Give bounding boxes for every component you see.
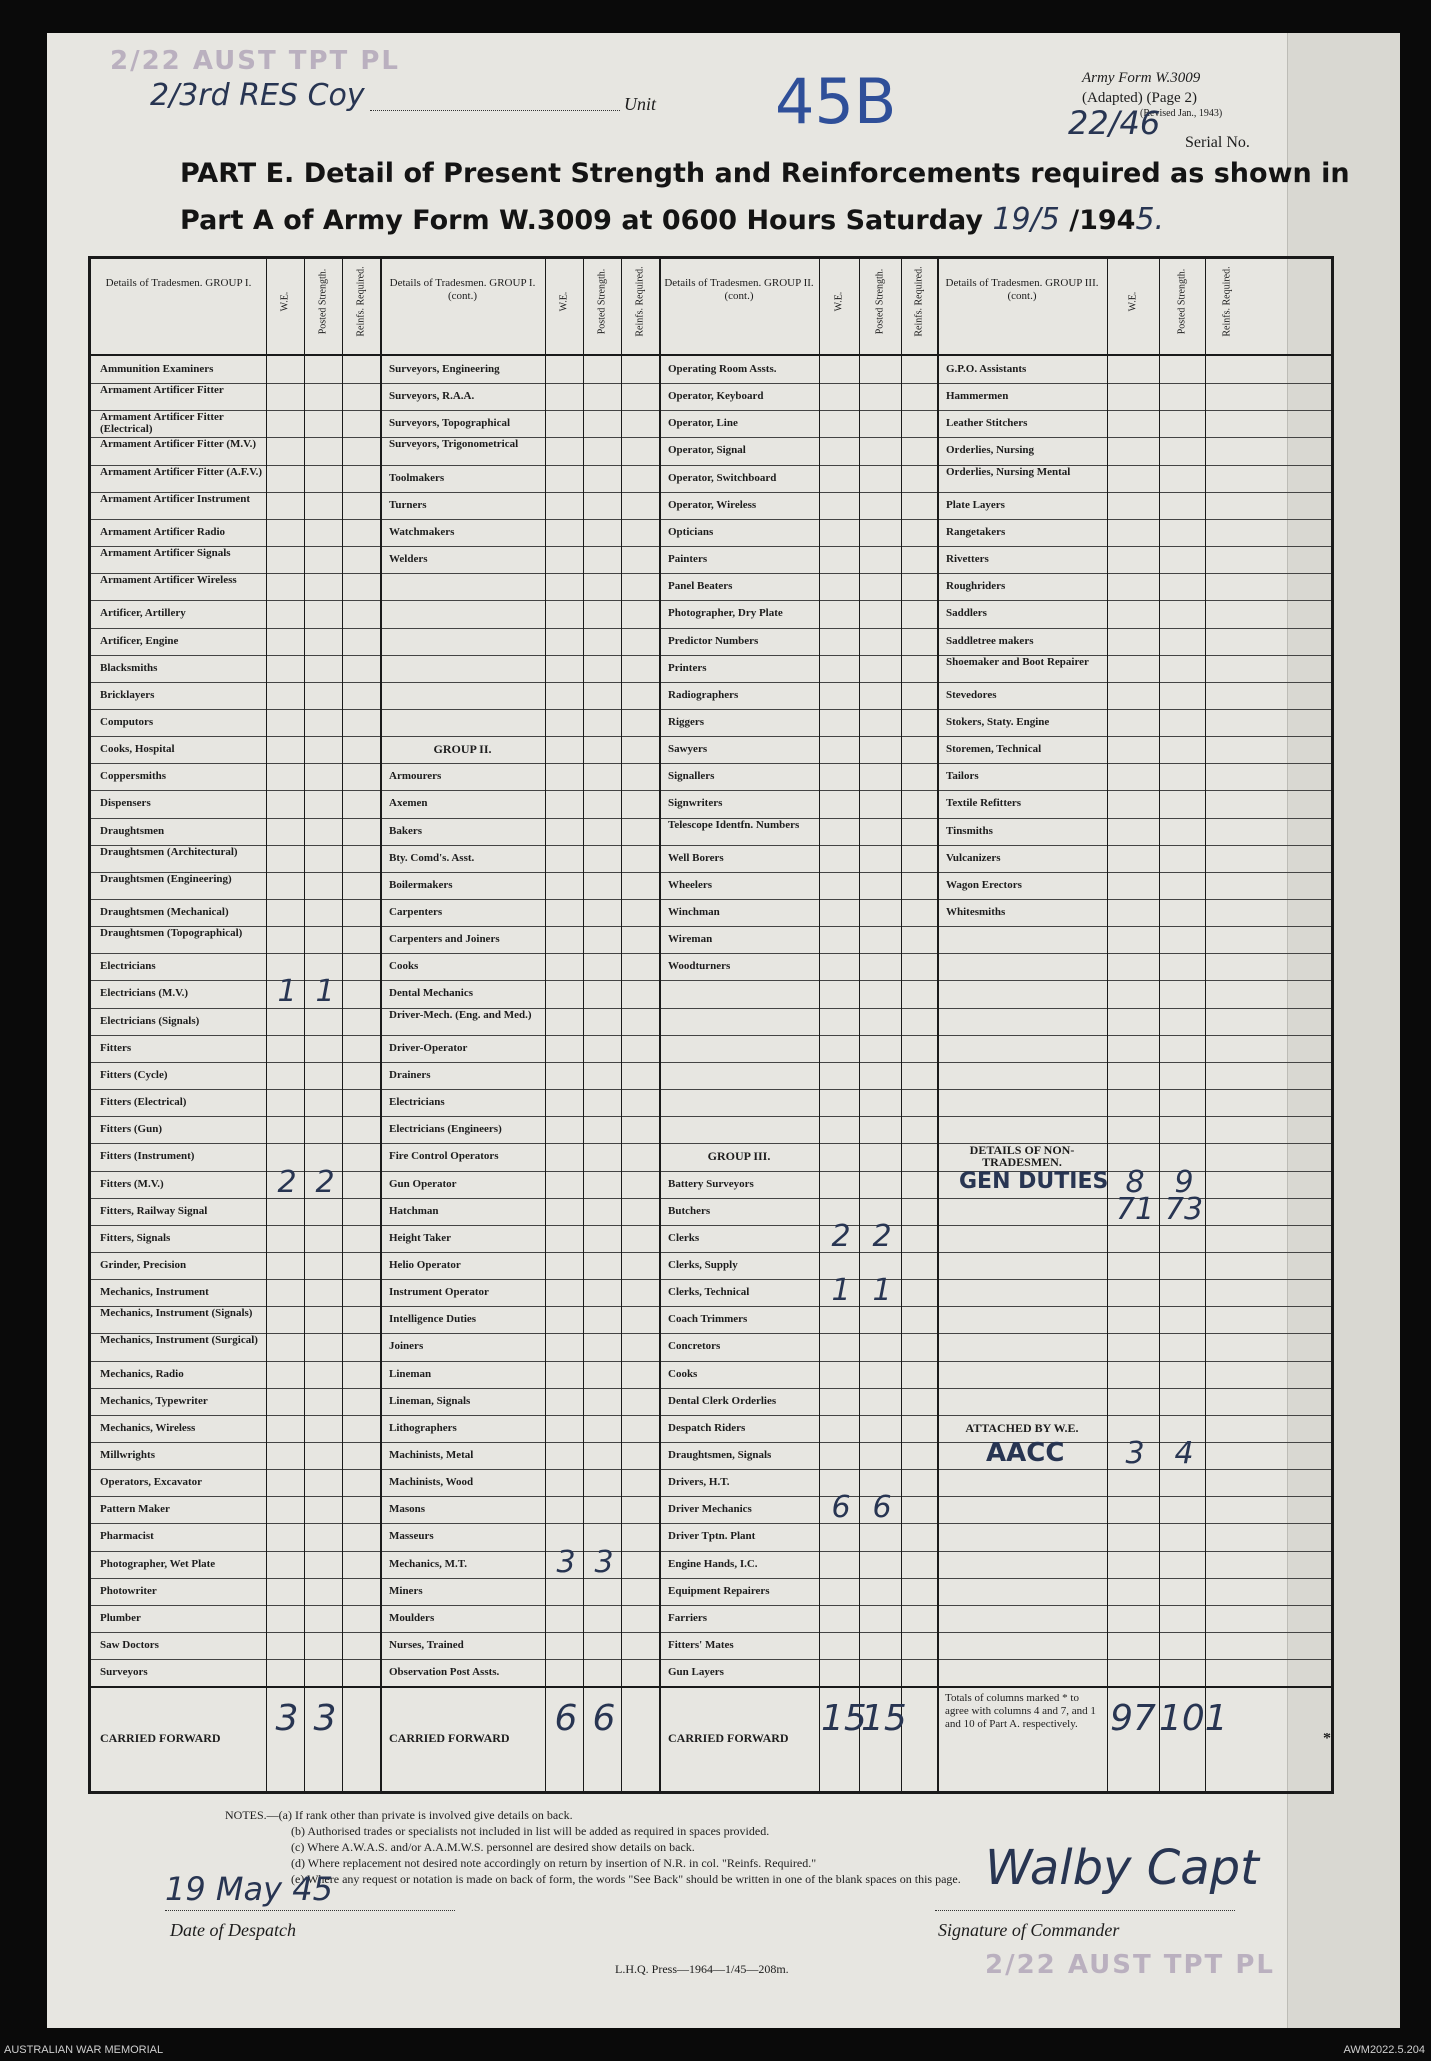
trade-row-label: Operators, Excavator — [100, 1476, 203, 1489]
totals-asterisk: * — [1323, 1732, 1331, 1745]
column-divider — [304, 259, 305, 1791]
year-prefix: /194 — [1069, 205, 1136, 236]
carried-forward-label: CARRIED FORWARD — [100, 1731, 221, 1744]
trade-row-label: Draughtsmen — [100, 824, 165, 837]
trade-row-label: Fitters' Mates — [668, 1639, 734, 1652]
archive-id: AWM2022.5.204 — [1343, 2044, 1425, 2056]
trade-row-label: Nurses, Trained — [389, 1639, 464, 1652]
trade-row-label: DETAILS OF NON-TRADESMEN. — [969, 1144, 1075, 1169]
serial-label: Serial No. — [1185, 134, 1250, 151]
carried-forward-value: 15 — [861, 1698, 907, 1740]
trade-row-label: Fitters, Signals — [100, 1231, 171, 1244]
trade-row-label: Draughtsmen (Architectural) — [100, 845, 238, 858]
trade-row-label: Drivers, H.T. — [668, 1476, 730, 1489]
trade-row-label: Armament Artificer Signals — [100, 547, 231, 560]
trade-row-label: Fitters, Railway Signal — [100, 1204, 208, 1217]
trade-row-label: Saddletree makers — [946, 634, 1034, 647]
trade-row-label: Fitters (Gun) — [100, 1123, 163, 1136]
header-posted: Posted Strength. — [317, 268, 329, 335]
trade-row-label: Sawyers — [668, 743, 708, 756]
trade-row-label: Bty. Comd's. Asst. — [389, 851, 475, 864]
carried-forward-divider — [91, 1686, 1331, 1688]
trade-row-label: Whitesmiths — [946, 906, 1006, 918]
trade-row-label: Armament Artificer Fitter (A.F.V.) — [100, 465, 263, 478]
row-line — [91, 1551, 1331, 1552]
trade-row-label: GROUP II. — [433, 743, 492, 756]
trade-row-label: Watchmakers — [389, 525, 455, 538]
column-divider — [1107, 259, 1108, 1791]
trade-row-label: Driver-Operator — [389, 1041, 468, 1054]
trade-row-label: Radiographers — [668, 688, 739, 701]
row-line — [91, 790, 1331, 791]
trade-row-label: Vulcanizers — [946, 851, 1001, 864]
row-line — [91, 600, 1331, 601]
trade-row-label: Draughtsmen (Engineering) — [100, 872, 232, 885]
handwritten-count: 1 — [831, 1273, 851, 1309]
row-line — [91, 1333, 1331, 1334]
trade-row-label: Operator, Keyboard — [668, 390, 764, 403]
row-line — [91, 1089, 1331, 1090]
trade-row-label: Surveyors, R.A.A. — [389, 390, 475, 403]
trade-row-label: Miners — [389, 1584, 423, 1597]
trade-row-label: Draughtsmen (Topographical) — [100, 927, 243, 940]
carried-forward-value: 3 — [313, 1698, 337, 1740]
trade-row-label: Operating Room Assts. — [668, 363, 777, 375]
block-divider — [937, 259, 939, 1791]
carried-forward-value: 6 — [592, 1698, 616, 1740]
trade-row-label: Driver-Mech. (Eng. and Med.) — [389, 1008, 532, 1021]
row-line — [91, 682, 1331, 683]
trade-row-label: Surveyors, Topographical — [389, 417, 511, 430]
trade-row-label: Masseurs — [389, 1530, 434, 1543]
trade-row-label: Operator, Switchboard — [668, 471, 777, 484]
trade-row-label: Electricians (Engineers) — [389, 1123, 502, 1136]
trade-row-label: Cooks — [389, 960, 419, 973]
trade-row-label: Observation Post Assts. — [389, 1666, 500, 1679]
despatch-date-handwritten: 19 May 45 — [165, 1870, 333, 1908]
trade-row-label: Coach Trimmers — [668, 1313, 748, 1326]
trade-row-label: Saddlers — [946, 607, 987, 620]
carried-forward-value: 6 — [554, 1698, 578, 1740]
trade-row-label: Mechanics, Wireless — [100, 1421, 196, 1434]
row-line — [91, 1361, 1331, 1362]
trade-row-label: Stokers, Staty. Engine — [946, 715, 1050, 728]
trade-row-label: Helio Operator — [389, 1258, 461, 1271]
trade-row-label: Mechanics, Typewriter — [100, 1394, 208, 1407]
unit-stamp-top: 2/22 AUST TPT PL — [110, 46, 400, 76]
group-header-2: Details of Tradesmen. GROUP I. (cont.) — [389, 277, 536, 302]
carried-forward-label: CARRIED FORWARD — [389, 1731, 510, 1744]
trade-row-label: Driver Tptn. Plant — [668, 1530, 756, 1543]
trade-row-label: Tinsmiths — [946, 824, 993, 837]
trade-row-label: Fitters (Electrical) — [100, 1096, 187, 1109]
block-divider — [659, 259, 661, 1791]
trade-row-label: Armament Artificer Fitter (Electrical) — [100, 411, 224, 436]
trade-row-label: Boilermakers — [389, 878, 453, 891]
trade-row-label: Printers — [668, 661, 707, 674]
row-line — [91, 1632, 1331, 1633]
trade-row-label: Toolmakers — [389, 471, 445, 484]
carried-forward-value: 15 — [821, 1698, 867, 1740]
trade-row-label: Woodturners — [668, 960, 731, 973]
row-line — [91, 573, 1331, 574]
trade-row-label: Signallers — [668, 770, 715, 783]
trade-row-label: Fire Control Operators — [389, 1150, 499, 1163]
trade-row-label: Electricians — [389, 1096, 445, 1109]
trade-row-label: Armament Artificer Instrument — [100, 492, 251, 505]
trade-row-label: Saw Doctors — [100, 1639, 159, 1652]
row-line — [91, 1116, 1331, 1117]
header-reinfs: Reinfs. Required. — [634, 266, 646, 337]
row-line — [91, 926, 1331, 927]
note-e: (e) Where any request or notation is made on back of form, the words "See Back" should be written in one of the blank spaces on this page. — [291, 1872, 961, 1886]
archive-bar — [0, 2041, 1431, 2061]
header-reinfs: Reinfs. Required. — [913, 266, 925, 337]
trade-row-label: Rivetters — [946, 553, 989, 566]
trade-row-label: GROUP III. — [707, 1150, 771, 1163]
carried-forward-label: CARRIED FORWARD — [668, 1731, 789, 1744]
trade-row-label: Fitters (Instrument) — [100, 1150, 195, 1163]
trade-row-label: Electricians (Signals) — [100, 1014, 200, 1027]
trade-row-label: G.P.O. Assistants — [946, 363, 1027, 375]
trade-row-label: Predictor Numbers — [668, 634, 759, 647]
trade-row-label: Clerks, Supply — [668, 1258, 738, 1271]
trade-row-label: Bakers — [389, 824, 422, 837]
row-line — [91, 899, 1331, 900]
column-divider — [266, 259, 267, 1791]
trade-row-label: Butchers — [668, 1204, 711, 1217]
trade-row-label: Photowriter — [100, 1584, 157, 1597]
trade-row-label: Leather Stitchers — [946, 417, 1028, 430]
trade-row-label: Plumber — [100, 1611, 141, 1624]
trade-row-label: Masons — [389, 1503, 426, 1516]
trade-row-label: Orderlies, Nursing Mental — [946, 465, 1071, 478]
trade-row-label: Surveyors — [100, 1666, 148, 1679]
trade-row-label: Armament Artificer Wireless — [100, 574, 237, 587]
trade-row-label: ATTACHED BY W.E. — [965, 1421, 1079, 1434]
trade-row-label: Surveyors, Trigonometrical — [389, 438, 519, 451]
trade-row-label: Tailors — [946, 770, 979, 783]
row-line — [91, 1035, 1331, 1036]
column-divider — [1159, 259, 1160, 1791]
trade-row-label: Pharmacist — [100, 1530, 154, 1543]
row-line — [91, 465, 1331, 466]
serial-handwritten: 22/46 — [1068, 104, 1161, 142]
trade-row-label: Mechanics, M.T. — [389, 1557, 468, 1570]
trade-row-label: Computors — [100, 715, 154, 728]
handwritten-count: 71 — [1115, 1191, 1155, 1227]
trade-row-label: Turners — [389, 498, 427, 511]
column-divider — [819, 259, 820, 1791]
row-line — [91, 655, 1331, 656]
trade-row-label: Pattern Maker — [100, 1503, 170, 1516]
trade-row-label: Bricklayers — [100, 688, 155, 701]
signature-label: Signature of Commander — [938, 1920, 1120, 1940]
trade-row-label: Despatch Riders — [668, 1421, 746, 1434]
trade-row-label: Orderlies, Nursing — [946, 444, 1034, 457]
note-b: (b) Authorised trades or specialists not included in list will be added as required in spaces provided. — [291, 1824, 770, 1838]
handwritten-count: 6 — [831, 1490, 851, 1526]
trade-row-label: Joiners — [389, 1340, 424, 1353]
header-posted: Posted Strength. — [596, 268, 608, 335]
row-line — [91, 709, 1331, 710]
trade-row-label: Roughriders — [946, 580, 1006, 593]
title-line-2-text: Part A of Army Form W.3009 at 0600 Hours Saturday — [180, 205, 984, 236]
trade-row-label: Photographer, Wet Plate — [100, 1557, 216, 1570]
date-handwritten: 19/5 — [992, 202, 1060, 237]
title-line-1: PART E. Detail of Present Strength and Reinforcements required as shown in — [180, 158, 1350, 189]
trade-row-label: Instrument Operator — [389, 1286, 489, 1299]
trade-row-label: Height Taker — [389, 1231, 452, 1244]
army-form-label: Army Form W.3009 — [1082, 70, 1201, 86]
trade-row-label: Fitters (M.V.) — [100, 1177, 164, 1190]
row-line — [91, 1496, 1331, 1497]
trade-row-label: Armament Artificer Radio — [100, 525, 226, 538]
carried-forward-value: 3 — [275, 1698, 299, 1740]
trade-row-label: Draughtsmen, Signals — [668, 1449, 772, 1461]
trade-row-label: Driver Mechanics — [668, 1503, 752, 1516]
header-divider — [91, 354, 1331, 356]
aacc-handwritten: AACC — [986, 1438, 1065, 1468]
row-line — [91, 628, 1331, 629]
trade-row-label: Lithographers — [389, 1421, 457, 1434]
handwritten-count: 2 — [315, 1164, 335, 1200]
header-we: W.E. — [558, 291, 570, 312]
column-divider — [859, 259, 860, 1791]
header-posted: Posted Strength. — [874, 268, 886, 335]
trade-row-label: Carpenters and Joiners — [389, 933, 500, 946]
strength-table — [88, 256, 1334, 1794]
trade-row-label: Blacksmiths — [100, 661, 158, 674]
trade-row-label: Electricians (M.V.) — [100, 987, 189, 1000]
row-line — [91, 1306, 1331, 1307]
handwritten-count: 3 — [594, 1544, 614, 1580]
form-number-handwritten: 45B — [775, 65, 897, 138]
trade-row-label: Painters — [668, 553, 708, 566]
handwritten-count: 4 — [1174, 1436, 1194, 1471]
header-reinfs: Reinfs. Required. — [1221, 266, 1233, 337]
trade-row-label: Battery Surveyors — [668, 1177, 754, 1190]
group-header-1: Details of Tradesmen. GROUP I. — [105, 277, 252, 289]
trade-row-label: Equipment Repairers — [668, 1584, 770, 1597]
trade-row-label: Cooks — [668, 1367, 698, 1380]
gen-duties-handwritten: GEN DUTIES — [959, 1168, 1109, 1194]
trade-row-label: Welders — [389, 553, 428, 566]
trade-row-label: Rangetakers — [946, 525, 1006, 538]
row-line — [91, 736, 1331, 737]
trade-row-label: Mechanics, Instrument (Signals) — [100, 1307, 253, 1320]
row-line — [91, 953, 1331, 954]
trade-row-label: Axemen — [389, 797, 428, 810]
trade-row-label: Operator, Wireless — [668, 498, 757, 511]
press-imprint: L.H.Q. Press—1964—1/45—208m. — [615, 1962, 789, 1976]
trade-row-label: Operator, Signal — [668, 444, 746, 457]
trade-row-label: Millwrights — [100, 1449, 155, 1461]
trade-row-label: Lineman, Signals — [389, 1394, 471, 1407]
column-divider — [1205, 259, 1206, 1791]
trade-row-label: Artificer, Artillery — [100, 607, 186, 620]
trade-row-label: Moulders — [389, 1611, 435, 1624]
archive-owner: AUSTRALIAN WAR MEMORIAL — [4, 2044, 164, 2056]
handwritten-count: 1 — [872, 1273, 892, 1309]
trade-row-label: Dispensers — [100, 797, 151, 810]
row-line — [91, 492, 1331, 493]
despatch-dotted-line — [165, 1910, 455, 1911]
row-line — [91, 763, 1331, 764]
handwritten-count: 3 — [1125, 1436, 1145, 1471]
trade-row-label: Concretors — [668, 1340, 721, 1353]
handwritten-count: 6 — [872, 1490, 892, 1526]
unit-stamp-bottom: 2/22 AUST TPT PL — [985, 1950, 1275, 1980]
trade-row-label: Operator, Line — [668, 417, 738, 430]
trade-row-label: Mechanics, Radio — [100, 1367, 184, 1380]
unit-dotted-line — [370, 110, 620, 111]
row-line — [91, 437, 1331, 438]
trade-row-label: Shoemaker and Boot Repairer — [946, 655, 1089, 668]
note-c: (c) Where A.W.A.S. and/or A.A.M.W.S. personnel are desired show details on back. — [291, 1840, 695, 1854]
row-line — [91, 1605, 1331, 1606]
row-line — [91, 1252, 1331, 1253]
row-line — [91, 1578, 1331, 1579]
trade-row-label: Electricians — [100, 960, 156, 973]
handwritten-count: 2 — [872, 1218, 892, 1254]
column-divider — [901, 259, 902, 1791]
signature-dotted-line — [935, 1910, 1235, 1911]
notes-block — [225, 1807, 961, 1887]
row-line — [91, 845, 1331, 846]
year-handwritten: 5. — [1135, 202, 1165, 237]
trade-row-label: Armament Artificer Fitter — [100, 384, 224, 397]
title-line-2 — [180, 202, 1164, 237]
trade-row-label: Surveyors, Engineering — [389, 363, 500, 375]
trade-row-label: Signwriters — [668, 797, 723, 810]
trade-row-label: Wheelers — [668, 878, 712, 891]
trade-row-label: Gun Operator — [389, 1177, 457, 1190]
trade-row-label: Riggers — [668, 715, 705, 728]
despatch-label: Date of Despatch — [170, 1920, 296, 1940]
trade-row-label: Engine Hands, I.C. — [668, 1557, 758, 1570]
trade-row-label: Photographer, Dry Plate — [668, 607, 783, 620]
trade-row-label: Cooks, Hospital — [100, 743, 175, 756]
note-d: (d) Where replacement not desired note accordingly on return by insertion of N.R. in col. "Reinfs. Required." — [291, 1856, 817, 1870]
row-line — [91, 383, 1331, 384]
trade-row-label: Winchman — [668, 906, 720, 918]
trade-row-label: Lineman — [389, 1367, 432, 1380]
column-divider — [621, 259, 622, 1791]
trade-row-label: Coppersmiths — [100, 770, 167, 783]
handwritten-count: 1 — [315, 974, 335, 1010]
row-line — [91, 1523, 1331, 1524]
trade-row-label: Machinists, Wood — [389, 1476, 474, 1489]
handwritten-count: 1 — [277, 974, 297, 1010]
trade-row-label: Artificer, Engine — [100, 634, 179, 647]
row-line — [91, 1279, 1331, 1280]
trade-row-label: Wagon Erectors — [946, 878, 1022, 891]
row-line — [91, 1062, 1331, 1063]
trade-row-label: Wireman — [668, 933, 713, 946]
column-divider — [545, 259, 546, 1791]
header-we: W.E. — [1127, 291, 1139, 312]
handwritten-count: 2 — [277, 1164, 297, 1200]
trade-row-label: Farriers — [668, 1611, 708, 1624]
trade-row-label: Mechanics, Instrument (Surgical) — [100, 1334, 258, 1347]
row-line — [91, 1415, 1331, 1416]
trade-row-label: Fitters (Cycle) — [100, 1068, 168, 1081]
grand-total-value: 97 — [1110, 1698, 1156, 1740]
trade-row-label: Mechanics, Instrument — [100, 1286, 209, 1299]
trade-row-label: Plate Layers — [946, 498, 1005, 511]
trade-row-label: Clerks, Technical — [668, 1286, 750, 1299]
trade-row-label: Gun Layers — [668, 1666, 724, 1679]
trade-row-label: Storemen, Technical — [946, 743, 1042, 756]
row-line — [91, 546, 1331, 547]
trade-row-label: Drainers — [389, 1068, 431, 1081]
grand-total-value: 101 — [1159, 1698, 1228, 1740]
trade-row-label: Telescope Identfn. Numbers — [668, 818, 800, 831]
row-line — [91, 410, 1331, 411]
revised-label: (Revised Jan., 1943) — [1140, 108, 1223, 119]
trade-row-label: Draughtsmen (Mechanical) — [100, 906, 229, 918]
note-a: NOTES.—(a) If rank other than private is involved give details on back. — [225, 1808, 573, 1822]
trade-row-label: Intelligence Duties — [389, 1313, 477, 1326]
trade-row-label: Clerks — [668, 1231, 700, 1244]
header-we: W.E. — [279, 291, 291, 312]
handwritten-count: 9 — [1174, 1164, 1194, 1200]
trade-row-label: Dental Clerk Orderlies — [668, 1394, 777, 1407]
block-divider — [380, 259, 382, 1791]
group-header-4: Details of Tradesmen. GROUP III. (cont.) — [945, 277, 1099, 302]
handwritten-count: 2 — [831, 1218, 851, 1254]
group-header-3: Details of Tradesmen. GROUP II. (cont.) — [664, 277, 814, 302]
header-reinfs: Reinfs. Required. — [355, 266, 367, 337]
trade-row-label: Panel Beaters — [668, 580, 733, 593]
column-divider — [583, 259, 584, 1791]
unit-handwritten: 2/3rd RES Coy — [150, 78, 365, 113]
row-line — [91, 1659, 1331, 1660]
commander-signature: Walby Capt — [985, 1840, 1259, 1896]
handwritten-count: 3 — [556, 1544, 576, 1580]
trade-row-label: Armament Artificer Fitter (M.V.) — [100, 438, 257, 451]
totals-note: Totals of columns marked * to agree with columns 4 and 7, and 1 and 10 of Part A. respectively. — [945, 1692, 1096, 1731]
trade-row-label: Hammermen — [946, 390, 1009, 403]
row-line — [91, 1388, 1331, 1389]
trade-row-label: Opticians — [668, 525, 714, 538]
header-we: W.E. — [833, 291, 845, 312]
handwritten-count: 73 — [1164, 1191, 1204, 1227]
trade-row-label: Dental Mechanics — [389, 987, 474, 1000]
trade-row-label: Grinder, Precision — [100, 1258, 187, 1271]
trade-row-label: Textile Refitters — [946, 797, 1022, 810]
row-line — [91, 872, 1331, 873]
trade-row-label: Hatchman — [389, 1204, 439, 1217]
trade-row-label: Stevedores — [946, 688, 997, 701]
trade-row-label: Ammunition Examiners — [100, 363, 214, 375]
trade-row-label: Armourers — [389, 770, 442, 783]
trade-row-label: Machinists, Metal — [389, 1449, 474, 1461]
trade-row-label: Carpenters — [389, 906, 443, 918]
column-divider — [342, 259, 343, 1791]
trade-row-label: Well Borers — [668, 851, 724, 864]
adapted-label: (Adapted) (Page 2) — [1082, 90, 1197, 106]
header-posted: Posted Strength. — [1176, 268, 1188, 335]
row-line — [91, 1143, 1331, 1144]
trade-row-label: Fitters — [100, 1041, 132, 1054]
row-line — [91, 519, 1331, 520]
handwritten-count: 8 — [1125, 1164, 1145, 1200]
unit-label: Unit — [624, 94, 657, 114]
